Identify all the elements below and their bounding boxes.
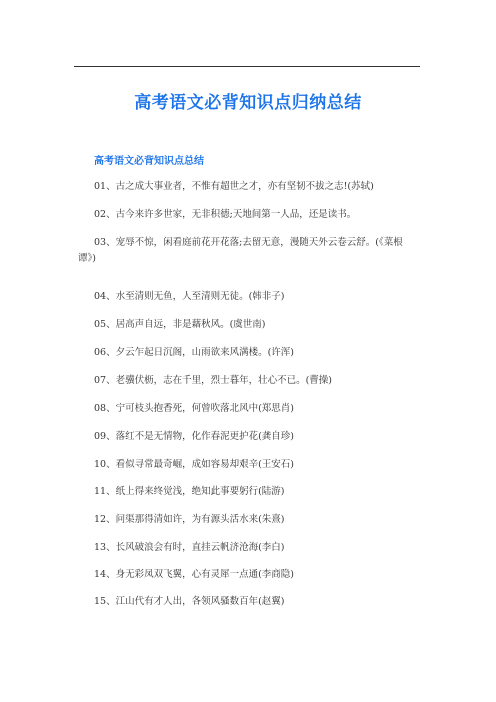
list-item: 02、古今来许多世家，无非积德;天地间第一人品，还是读书。 xyxy=(94,209,357,220)
list-item: 11、纸上得来终觉浅，绝知此事要躬行(陆游) xyxy=(94,486,285,497)
document-title: 高考语文必背知识点归纳总结 xyxy=(134,93,362,113)
list-item: 09、落红不是无情物，化作春泥更护花(龚自珍) xyxy=(94,431,295,442)
list-item: 06、夕云乍起日沉阁，山雨欲来风满楼。(许浑) xyxy=(94,347,295,358)
list-item: 04、水至清则无鱼，人至清则无徒。(韩非子) xyxy=(94,291,285,302)
list-item: 14、身无彩凤双飞翼，心有灵犀一点通(李商隐) xyxy=(94,569,295,580)
list-item: 12、问渠那得清如许，为有源头活水来(朱熹) xyxy=(94,514,285,525)
list-item: 05、居高声自远，非是藉秋风。(虞世南) xyxy=(94,319,266,330)
header-rule xyxy=(74,66,420,67)
list-item: 13、长风破浪会有时，直挂云帆济沧海(李白) xyxy=(94,542,285,553)
list-item: 01、古之成大事业者，不惟有超世之才，亦有坚韧不拔之志!(苏轼) xyxy=(94,181,374,192)
list-item: 07、老骥伏枥，志在千里，烈士暮年，壮心不已。(曹操) xyxy=(94,375,333,386)
list-item: 15、江山代有才人出，各领风骚数百年(赵翼) xyxy=(94,596,285,607)
list-item: 03、宠辱不惊，闲看庭前花开花落;去留无意，漫随天外云卷云舒。(《菜根谭》) xyxy=(78,237,403,264)
list-item: 10、看似寻常最奇崛，成如容易却艰辛(王安石) xyxy=(94,459,295,470)
list-item: 08、宁可枝头抱香死，何曾吹落北风中(郑思肖) xyxy=(94,403,295,414)
section-heading: 高考语文必背知识点总结 xyxy=(94,156,204,167)
